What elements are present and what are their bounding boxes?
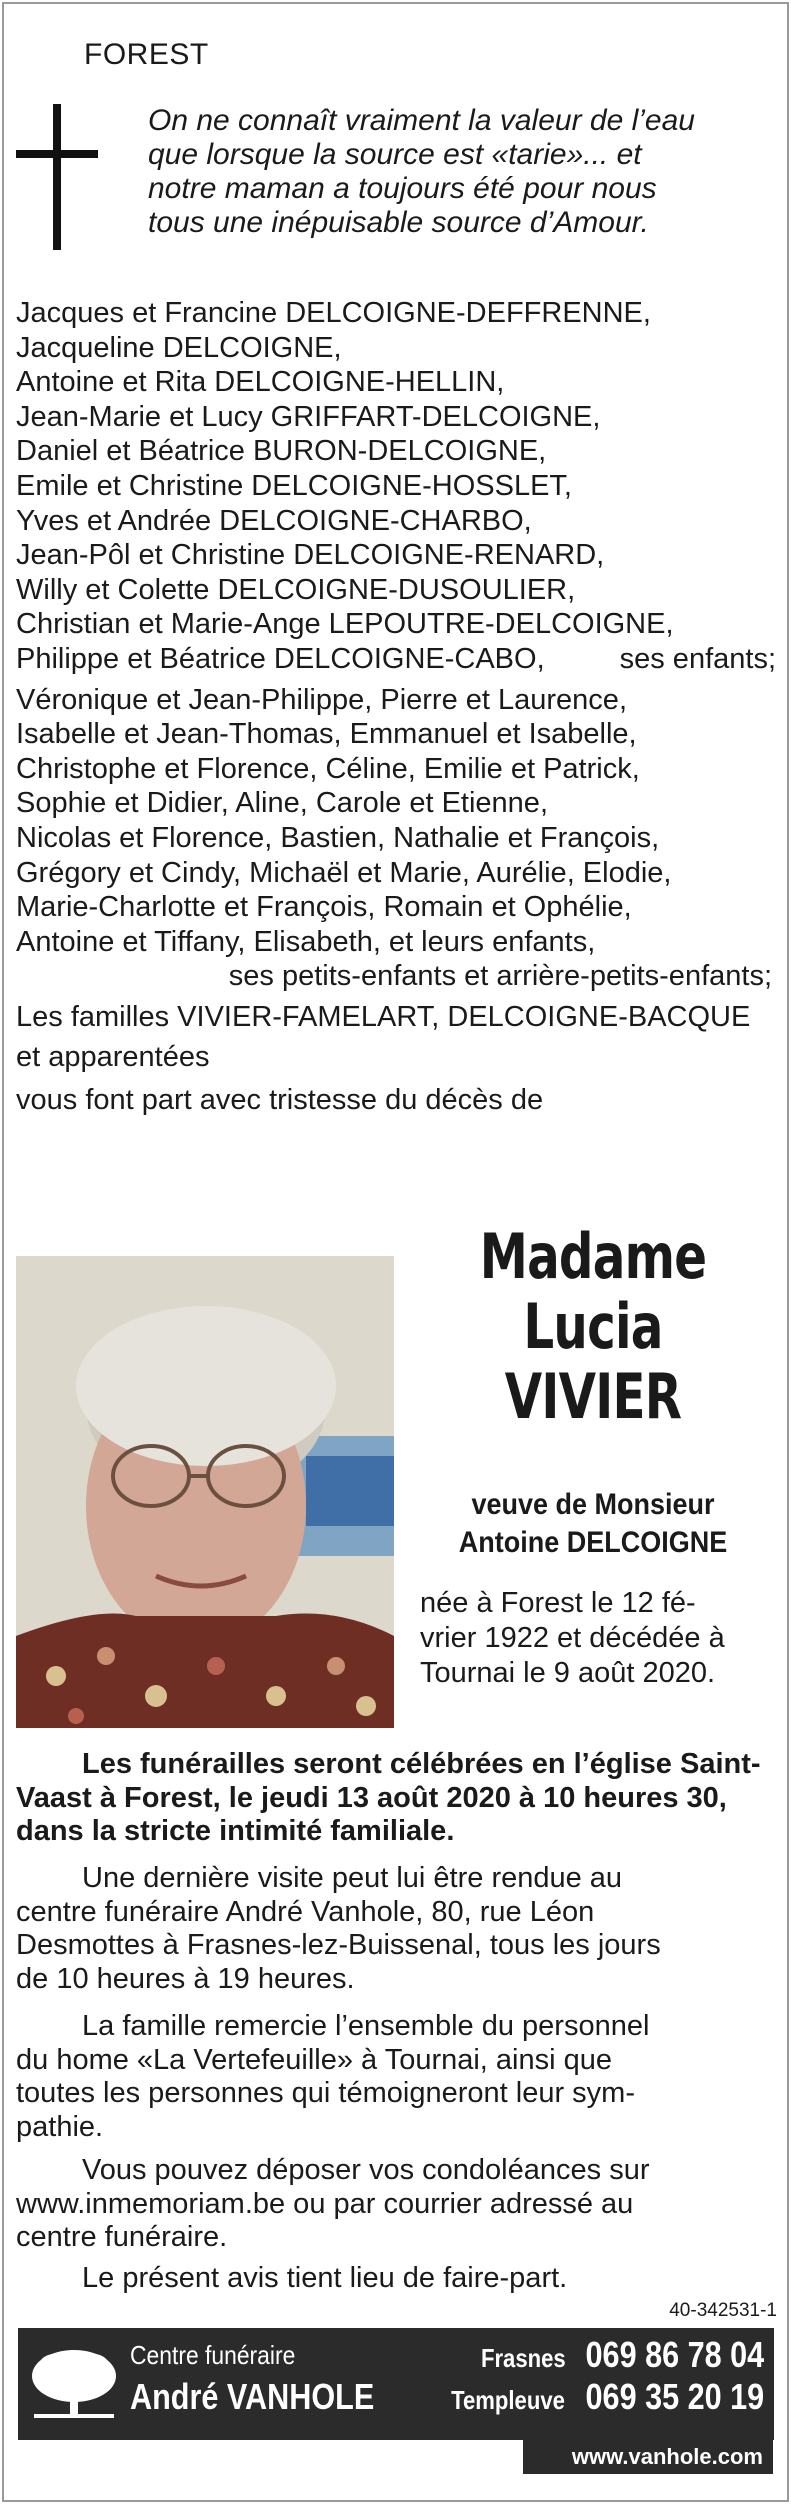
condolences-notice [16,2154,776,2255]
born-line: née à Forest le 12 fé- [420,1587,696,1619]
grandchild-line: Véronique et Jean-Philippe, Pierre et Laurence, [16,683,627,716]
child-line: Jacques et Francine DELCOIGNE-DEFFRENNE, [16,297,651,329]
grandchild-line: Grégory et Cindy, Michaël et Marie, Aurélie, Elodie, [16,856,672,889]
deceased-title: Madame [479,1220,707,1293]
phone-templeuve [431,2376,764,2418]
children-role: ses enfants; [619,642,776,675]
phone-frasnes [466,2334,764,2376]
deceased-first-name: Lucia [523,1290,663,1363]
condolences-line: centre funéraire. [16,2221,228,2253]
child-line: Jean-Pôl et Christine DELCOIGNE-RENARD, [16,539,605,572]
families-line: Les familles VIVIER-FAMELART, DELCOIGNE-BACQUE [16,1000,751,1033]
grandchild-line: Marie-Charlotte et François, Romain et Ophélie, [16,891,632,924]
website-link[interactable]: www.vanhole.com [523,2440,773,2474]
funeral-line: Vaast à Forest, le jeudi 13 août 2020 à 10 heures 30, [16,1781,727,1814]
funeral-line: Les funérailles seront célébrées en l’église Saint- [82,1748,761,1780]
born-line: Tournai le 9 août 2020. [420,1657,716,1689]
grandchild-line: Antoine et Tiffany, Elisabeth, et leurs enfants, [16,925,596,958]
deceased-photo [16,1256,394,1728]
child-line: Willy et Colette DELCOIGNE-DUSOULIER, [16,573,576,606]
child-line: Philippe et Béatrice DELCOIGNE-CABO, [16,642,545,675]
announcement-line: vous font part avec tristesse du décès de [16,1084,544,1117]
widow-line: veuve de Monsieur [471,1488,715,1521]
visit-line: centre funéraire André Vanhole, 80, rue Léon [16,1895,595,1928]
child-line: Jean-Marie et Lucy GRIFFART-DELCOIGNE, [16,400,601,433]
funeral-home-name: André VANHOLE [130,2376,375,2417]
child-line: Yves et Andrée DELCOIGNE-CHARBO, [16,504,532,537]
visit-line: Une dernière visite peut lui être rendue au [82,1862,623,1894]
thanks-line: pathie. [16,2110,104,2143]
closing-notice [16,2262,776,2296]
thanks-line: toutes les personnes qui témoigneront leur sym- [16,2077,635,2109]
quote-line: On ne connaît vraiment la valeur de l’eau [148,104,695,137]
families-line: et apparentées [16,1041,210,1074]
grandchild-line: Sophie et Didier, Aline, Carole et Etienne, [16,787,548,820]
reference-number: 40-342531-1 [669,2300,777,2321]
thanks-notice [16,2010,776,2144]
birth-death-info [420,1586,776,1691]
funeral-home-label: Centre funéraire [130,2340,296,2370]
widow-of [410,1486,776,1562]
city-label: Frasnes [480,2343,566,2373]
cross-icon [16,104,98,250]
phone-number: 069 35 20 19 [585,2376,764,2417]
deceased-last-name: VIVIER [504,1360,682,1433]
deceased-name [410,1222,776,1432]
family-list [16,296,776,1118]
child-line: Jacqueline DELCOIGNE, [16,331,342,364]
city-label: Templeuve [451,2385,566,2415]
born-line: vrier 1922 et décédée à [420,1622,725,1654]
child-line: Daniel et Béatrice BURON-DELCOIGNE, [16,435,547,468]
visit-line: de 10 heures à 19 heures. [16,1962,355,1995]
thanks-line: La famille remercie l’ensemble du personnel [82,2010,650,2042]
widow-line: Antoine DELCOIGNE [458,1526,728,1559]
visit-line: Desmottes à Frasnes-lez-Buissenal, tous les jours [16,1929,661,1961]
thanks-line: du home «La Vertefeuille» à Tournai, ainsi que [16,2043,613,2076]
funeral-notice [16,1748,776,1849]
closing-line: Le présent avis tient lieu de faire-part. [82,2262,568,2294]
child-line: Christian et Marie-Ange LEPOUTRE-DELCOIGNE, [16,608,674,641]
tree-icon [28,2338,120,2430]
child-line: Antoine et Rita DELCOIGNE-HELLIN, [16,366,505,399]
child-line-last [16,642,776,677]
condolences-line: www.inmemoriam.be ou par courrier adressé au [16,2187,634,2220]
memorial-quote [148,104,758,240]
quote-line: notre maman a toujours été pour nous [148,172,657,205]
condolences-line: Vous pouvez déposer vos condoléances sur [82,2154,650,2186]
grandchild-line: Isabelle et Jean-Thomas, Emmanuel et Isabelle, [16,718,637,751]
grandchild-line: Christophe et Florence, Céline, Emilie et Patrick, [16,752,640,785]
grandchild-line: Nicolas et Florence, Bastien, Nathalie et François, [16,821,660,854]
quote-line: que lorsque la source est «tarie»... et [148,138,642,171]
visit-notice [16,1862,776,1996]
quote-line: tous une inépuisable source d’Amour. [148,206,649,239]
child-line: Emile et Christine DELCOIGNE-HOSSLET, [16,469,572,502]
funeral-line: dans la stricte intimité familiale. [16,1815,455,1847]
location-heading: FOREST [84,38,209,71]
grandchildren-role: ses petits-enfants et arrière-petits-enfants; [228,960,772,993]
phone-number: 069 86 78 04 [585,2334,764,2375]
funeral-home-banner [18,2328,774,2440]
